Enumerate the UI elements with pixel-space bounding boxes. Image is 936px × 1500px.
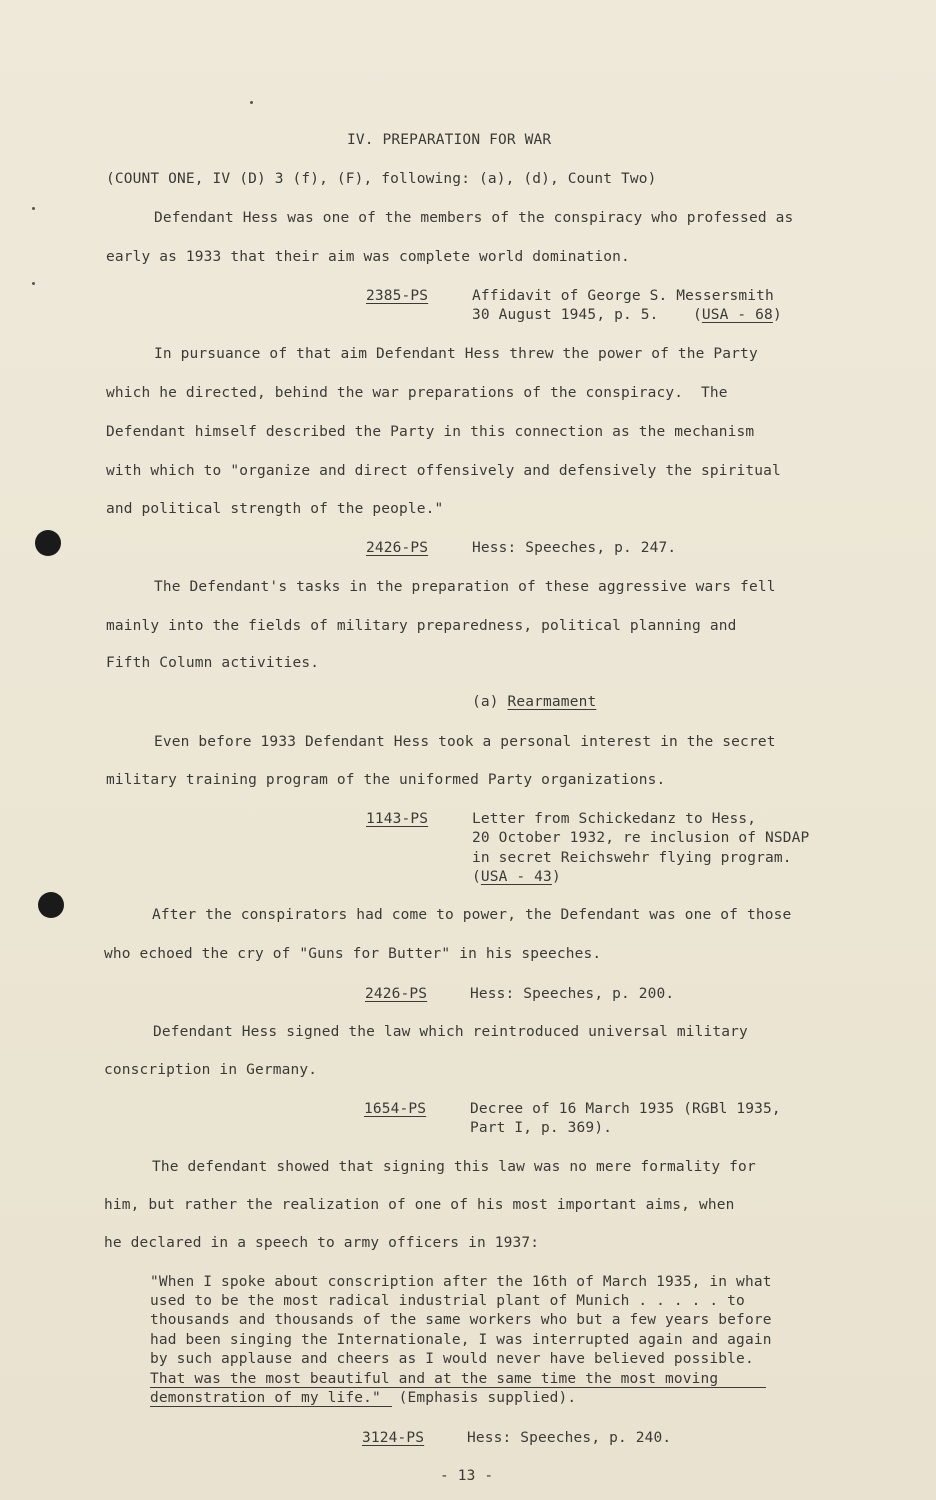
paragraph-line: which he directed, behind the war preparations of the conspiracy. The (106, 385, 728, 401)
paragraph-line: who echoed the cry of "Guns for Butter" in his speeches. (104, 946, 602, 962)
citation-text: Part I, p. 369). (470, 1120, 613, 1136)
count-reference: (COUNT ONE, IV (D) 3 (f), (F), following: (a), (d), Count Two) (106, 171, 657, 187)
paragraph-line: early as 1933 that their aim was complete world domination. (106, 249, 630, 265)
citation-doc-number: 1654-PS (364, 1101, 427, 1117)
exhibit-number: USA - 68 (701, 307, 773, 323)
punch-hole (35, 530, 61, 556)
paragraph-line: Defendant Hess was one of the members of the conspiracy who professed as (154, 210, 794, 226)
paragraph-line: military training program of the uniformed Party organizations. (106, 772, 666, 788)
quote-line: by such applause and cheers as I would never have believed possible. (150, 1351, 754, 1367)
quote-line: thousands and thousands of the same workers who but a few years before (150, 1312, 772, 1328)
quote-line-emphasis: That was the most beautiful and at the same time the most moving (150, 1371, 719, 1387)
citation-doc-number: 2426-PS (366, 540, 429, 556)
section-heading: IV. PREPARATION FOR WAR (347, 132, 552, 148)
subheading (472, 692, 596, 712)
paragraph-line: Even before 1933 Defendant Hess took a personal interest in the secret (154, 734, 776, 750)
exhibit-number: USA - 43 (480, 869, 552, 885)
emphasis-underline (150, 1406, 392, 1407)
paragraph-line: The Defendant's tasks in the preparation of these aggressive wars fell (154, 579, 776, 595)
citation-exhibit: (USA - 43) (472, 869, 561, 885)
quote-line: had been singing the Internationale, I was interrupted again and again (150, 1332, 772, 1348)
quote-line: used to be the most radical industrial plant of Munich . . . . . to (150, 1293, 745, 1309)
citation-text: Letter from Schickedanz to Hess, (472, 811, 757, 827)
page-number: - 13 - (440, 1468, 494, 1484)
quote-line: "When I spoke about conscription after the 16th of March 1935, in what (150, 1274, 772, 1290)
subheading-prefix: (a) (472, 694, 499, 710)
citation-doc-number: 2385-PS (366, 288, 429, 304)
citation-doc-number: 3124-PS (362, 1430, 425, 1446)
citation-text: Hess: Speeches, p. 240. (467, 1430, 672, 1446)
citation-text: Hess: Speeches, p. 200. (470, 986, 675, 1002)
paragraph-line: Defendant Hess signed the law which reintroduced universal military (153, 1024, 748, 1040)
citation-doc-number: 2426-PS (365, 986, 428, 1002)
paragraph-line: mainly into the fields of military preparedness, political planning and (106, 618, 737, 634)
paragraph-line: with which to "organize and direct offensively and defensively the spiritual (106, 463, 781, 479)
paragraph-line: In pursuance of that aim Defendant Hess threw the power of the Party (154, 346, 758, 362)
emphasis-underline (150, 1387, 766, 1388)
subheading-title: Rearmament (507, 694, 597, 710)
citation-text: Decree of 16 March 1935 (RGBl 1935, (470, 1101, 781, 1117)
punch-hole (38, 892, 64, 918)
paragraph-line: Fifth Column activities. (106, 655, 320, 671)
paragraph-line: The defendant showed that signing this law was no mere formality for (152, 1159, 756, 1175)
paragraph-line: and political strength of the people." (106, 501, 444, 517)
paragraph-line: Defendant himself described the Party in this connection as the mechanism (106, 424, 755, 440)
citation-text: in secret Reichswehr flying program. (472, 850, 792, 866)
paper-speck (32, 207, 35, 210)
paragraph-line: him, but rather the realization of one of his most important aims, when (104, 1197, 735, 1213)
citation-text: 30 August 1945, p. 5. (472, 307, 659, 323)
paragraph-line: After the conspirators had come to power, the Defendant was one of those (152, 907, 792, 923)
quote-line-emphasis: demonstration of my life." (Emphasis supplied). (150, 1390, 577, 1406)
citation-text: Affidavit of George S. Messersmith (472, 288, 774, 304)
paper-speck (32, 282, 35, 285)
citation-doc-number: 1143-PS (366, 811, 429, 827)
citation-exhibit: (USA - 68) (693, 307, 782, 323)
paper-speck (250, 101, 253, 104)
citation-text: 20 October 1932, re inclusion of NSDAP (472, 830, 810, 846)
paragraph-line: conscription in Germany. (104, 1062, 318, 1078)
paragraph-line: he declared in a speech to army officers in 1937: (104, 1235, 540, 1251)
citation-text: Hess: Speeches, p. 247. (472, 540, 677, 556)
